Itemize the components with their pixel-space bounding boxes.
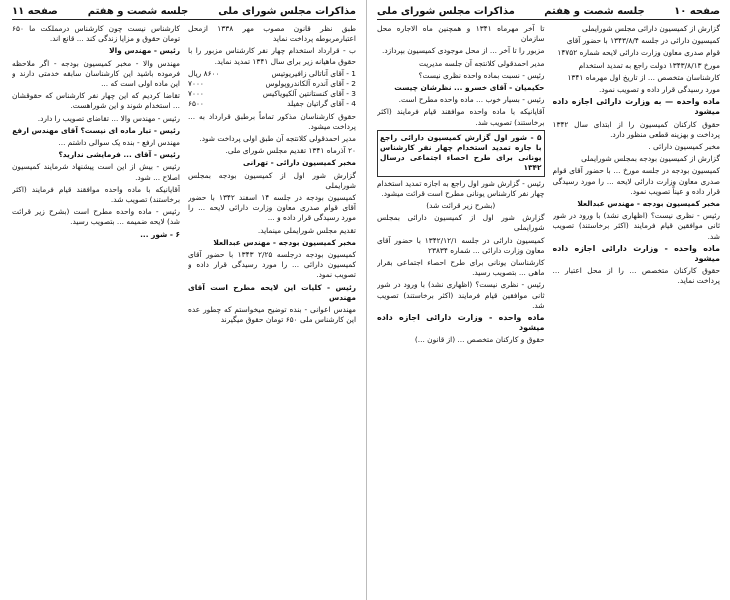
salary-value: ۷۰۰۰ [188, 89, 204, 99]
paragraph: کمیسیون دارائی در جلسه ۱۳۴۲/۱۲/۱ با حضور آقای معاون وزارت دارائی ... شماره ۲۳۸۳۴ [377, 235, 545, 255]
text-column-1 [188, 24, 356, 594]
paragraph: کارشناسان متخصص ... از تاریخ اول مهرماه ۱۳۴۱ [567, 72, 720, 82]
paragraph: گزارش از کمیسیون بودجه بمجلس شورایملی [581, 154, 720, 164]
speaker-line: رئیس - آقای ... فرمایشی ندارید؟ [58, 150, 180, 160]
paragraph: مدیر احمدقولی کلانتجه آن جلسه مدیریت [418, 58, 545, 68]
reading-note: (بشرح زیر قرائت شد) [426, 201, 496, 211]
page-columns [377, 24, 720, 594]
paragraph: آقایانیکه با ماده واحده موافقند قیام فرمایند (اکثر برخاستند) تصویب شد. [12, 184, 180, 205]
person-name: 1 - آقای آناتالی زافیریوتیس [271, 68, 356, 78]
paragraph: گزارش شور اول از کمیسیون بودجه بمجلس شورایملی [188, 170, 356, 190]
paragraph: تقاضا کردیم که این چهار نفر کارشناس که حقوقشان ... استخدام شوند و این شوراهست. [12, 91, 180, 111]
paragraph: مورخ ۱۳۴۳/۸/۱۳ دولت راجع به تمدید استخدام [578, 60, 720, 70]
salary-value: ۶۵۰۰ [188, 99, 204, 109]
article-heading: ماده واحده - وزارت دارائی اجازه داده میشود [377, 313, 545, 333]
text-column-2 [12, 24, 180, 594]
paragraph: ۲۰ آذرماه ۱۳۴۱ تقدیم مجلس شورای ملی. [225, 146, 356, 156]
page-number: صفحه ۱۱ [12, 6, 58, 17]
speaker-line: رئیس - تبار ماده ای نیست؟ آقای مهندس ارفع [12, 125, 180, 135]
text-column-1 [553, 24, 721, 594]
paragraph: حقوق کارکنان کمیسیون را از ابتدای سال ۱۳۴۲ پرداخت و بهزینه قطعی منظور دارد. [552, 119, 720, 139]
page-10 [366, 0, 730, 600]
paragraph: مزبور را تا آخر ... از محل موجودی کمیسیون بپردازد. [381, 46, 545, 56]
speaker-line: رئیس - کلیات این لایحه مطرح است آقای مهندس [188, 282, 356, 302]
speaker-line: رئیس - مهندس والا [109, 46, 180, 56]
page-header [377, 6, 720, 20]
paragraph: گزارش شور اول از کمیسیون دارائی بمجلس شورایملی [377, 213, 545, 233]
paragraph: رئیس - گزارش شور اول راجع به اجازه تمدید استخدام چهار نفر کارشناس یونانی مطرح است قرائت میشود. [377, 178, 545, 198]
paragraph: مهندس والا - مخبر کمیسیون بودجه - اگر ملاحظه فرموده باشید این کارشناسان سابقه خدمتی دارند و این ماده اولی است که ... [12, 58, 180, 89]
paragraph: رئیس - بیش از این است پیشنهاد شرمایند کمیسیون اصلاح ... شود. [12, 162, 180, 182]
speaker-line: ۶ - شور ... [140, 229, 180, 239]
salary-row [188, 99, 356, 109]
text-column-2 [377, 24, 545, 594]
person-name: 4 - آقای گراتیان جفیلد [287, 99, 356, 109]
paragraph: طبق نظر قانون مصوب مهر ۱۳۳۸ ازمحل اعتبارمربوطه پرداخت نماید [188, 24, 356, 44]
paragraph: مهندس اعوانی - بنده توضیح میخواستم که چطور عده این کارشناس ملی ۶۵۰ تومان حقوق میگیرند [188, 305, 356, 325]
session-title: جلسه شصت و هفتم [544, 6, 645, 17]
article-heading: ماده واحده - وزارت دارائی اجازه داده میشود [552, 243, 720, 264]
speaker-line: حکیمیان - آقای خسرو ... نظرشان چیست [394, 83, 545, 93]
paragraph: حقوق و کارکنان متخصص ... (از قانون ...) [414, 335, 545, 345]
session-title: جلسه شصت و هفتم [87, 6, 189, 17]
paragraph: تا آخر مهرماه ۱۳۴۱ و همچنین ماه الاجاره محل سازمان [377, 24, 545, 44]
paragraph: آقایانیکه با ماده واحده موافقند قیام فرمایند (اکثر برخاستند) تصویب شد. [377, 107, 545, 127]
salary-row [188, 79, 356, 89]
paragraph: کمیسیون دارائی در جلسه ۱۳۴۳/۸/۴ با حضور آقای [566, 36, 720, 46]
paragraph: رئیس - مهندس والا ... تقاضای تصویب را دارد. [37, 113, 180, 123]
paragraph: رئیس - نظری نیست؟ (اظهاری نشد) با ورود در شور ثانی موافقین قیام فرمایند (اکثر برخاستند) تصویب شد. [552, 211, 720, 241]
salary-value: ۸۶۰۰ ریال [188, 68, 220, 78]
speaker-line: مخبر کمیسیون دارائی - تهرانی [242, 158, 356, 168]
speaker-line: مخبر کمیسیون بودجه - مهندس عبدالعلا [577, 199, 720, 209]
paragraph: حقوق کارشناسان مذکور تماماً برطبق قرارداد به ... پرداخت میشود. [188, 111, 356, 131]
minutes-title: مذاکرات مجلس شورای ملی [377, 6, 515, 17]
salary-row [188, 69, 356, 79]
paragraph: مخبر کمیسیون دارائی . [648, 142, 720, 152]
salary-value: ۷۰۰۰ [188, 79, 204, 89]
article-heading: ماده واحده — به وزارت دارائی اجازه داده میشود [552, 97, 720, 117]
paragraph: قوام صدری معاون وزارت دارائی لایحه شماره ۱۴۷۵۲ [557, 48, 720, 58]
personnel-salary-list [188, 69, 356, 110]
paragraph: کمیسیون بودجه در جلسه ۱۴ اسفند ۱۳۴۲ با حضور آقای قوام صدری معاون وزارت دارائی لایحه ... را مورد رسیدگی قرار داده و ... [188, 193, 356, 223]
paragraph: رئیس - نظری نیست؟ (اظهاری نشد) با ورود در شور ثانی موافقین قیام فرمایند (اکثر برخاستند) تصویب شد. [377, 280, 545, 310]
paragraph: تقدیم مجلس شورایملی مینماید. [257, 225, 356, 235]
page-number: صفحه ۱۰ [674, 6, 720, 17]
page-columns [12, 24, 356, 594]
salary-row [188, 89, 356, 99]
agenda-item-box: ۵ - شور اول گزارش کمیسیون دارائی راجع با جازه تمدید استخدام چهار نفر کارشناس یونانی برای طرح احصاء اجتماعی درسال ۱۳۴۲ [377, 130, 545, 177]
paragraph: کمیسیون بودجه درجلسه ۲/۲۵ ۱۳۴۳ با حضور آقای کمیسیون دارائی ... را مورد رسیدگی قرار داده و تصویب نمود. [188, 250, 356, 280]
page-header [12, 6, 356, 20]
paragraph: مهندس ارفع - بنده یک سوالی داشتم ... [58, 138, 180, 148]
paragraph: گزارش از کمیسیون دارائی مجلس شورایملی [581, 24, 720, 33]
speaker-line: مخبر کمیسیون بودجه - مهندس عبدالعلا [213, 237, 356, 247]
paragraph: رئیس - ماده واحده مطرح است (بشرح زیر قرائت شد) لایحه ضمیمه ... بتصویب رسید. [12, 207, 180, 227]
paragraph: کمیسیون بودجه در جلسه مورخ ... با حضور آقای قوام صدری معاون وزارت دارائی لایحه ... را مورد رسیدگی قرار داده و عیناً تصویب نمود. [552, 166, 720, 196]
paragraph: ب - قرارداد استخدام چهار نفر کارشناس مزبور را با حقوق ماهیانه زیر برای سال ۱۳۴۱ تمدید نماید. [188, 46, 356, 66]
paragraph: مدیر احمدقولی کلانتجه آن طبق اولی پرداخت شود. [199, 134, 356, 144]
paragraph: کارشناسان یونانی برای طرح احصاء اجتماعی بقرار ماهی ... بتصویب رسید. [377, 258, 545, 278]
person-name: 2 - آقای آندره آلکاندروپولوس [265, 79, 356, 89]
page-11 [2, 0, 366, 600]
person-name: 3 - آقای کنستانتین آلکیویاکیس [262, 89, 356, 99]
paragraph: کارشناس نیست چون کارشناس درمملکت ما ۶۵۰ تومان حقوق و مزایا زندگی کند ... قانع اند. [12, 24, 180, 44]
paragraph: مورد رسیدگی قرار داده و تصویب نمود. [599, 85, 720, 95]
paragraph: رئیس - بسیار خوب ... ماده واحده مطرح است. [398, 95, 545, 105]
paragraph: رئیس - نسبت بماده واحده نظری نیست؟ [418, 70, 545, 80]
paragraph: حقوق کارکنان متخصص ... را از محل اعتبار ... پرداخت نماید. [552, 266, 720, 286]
minutes-title: مذاکرات مجلس شورای ملی [218, 6, 356, 17]
